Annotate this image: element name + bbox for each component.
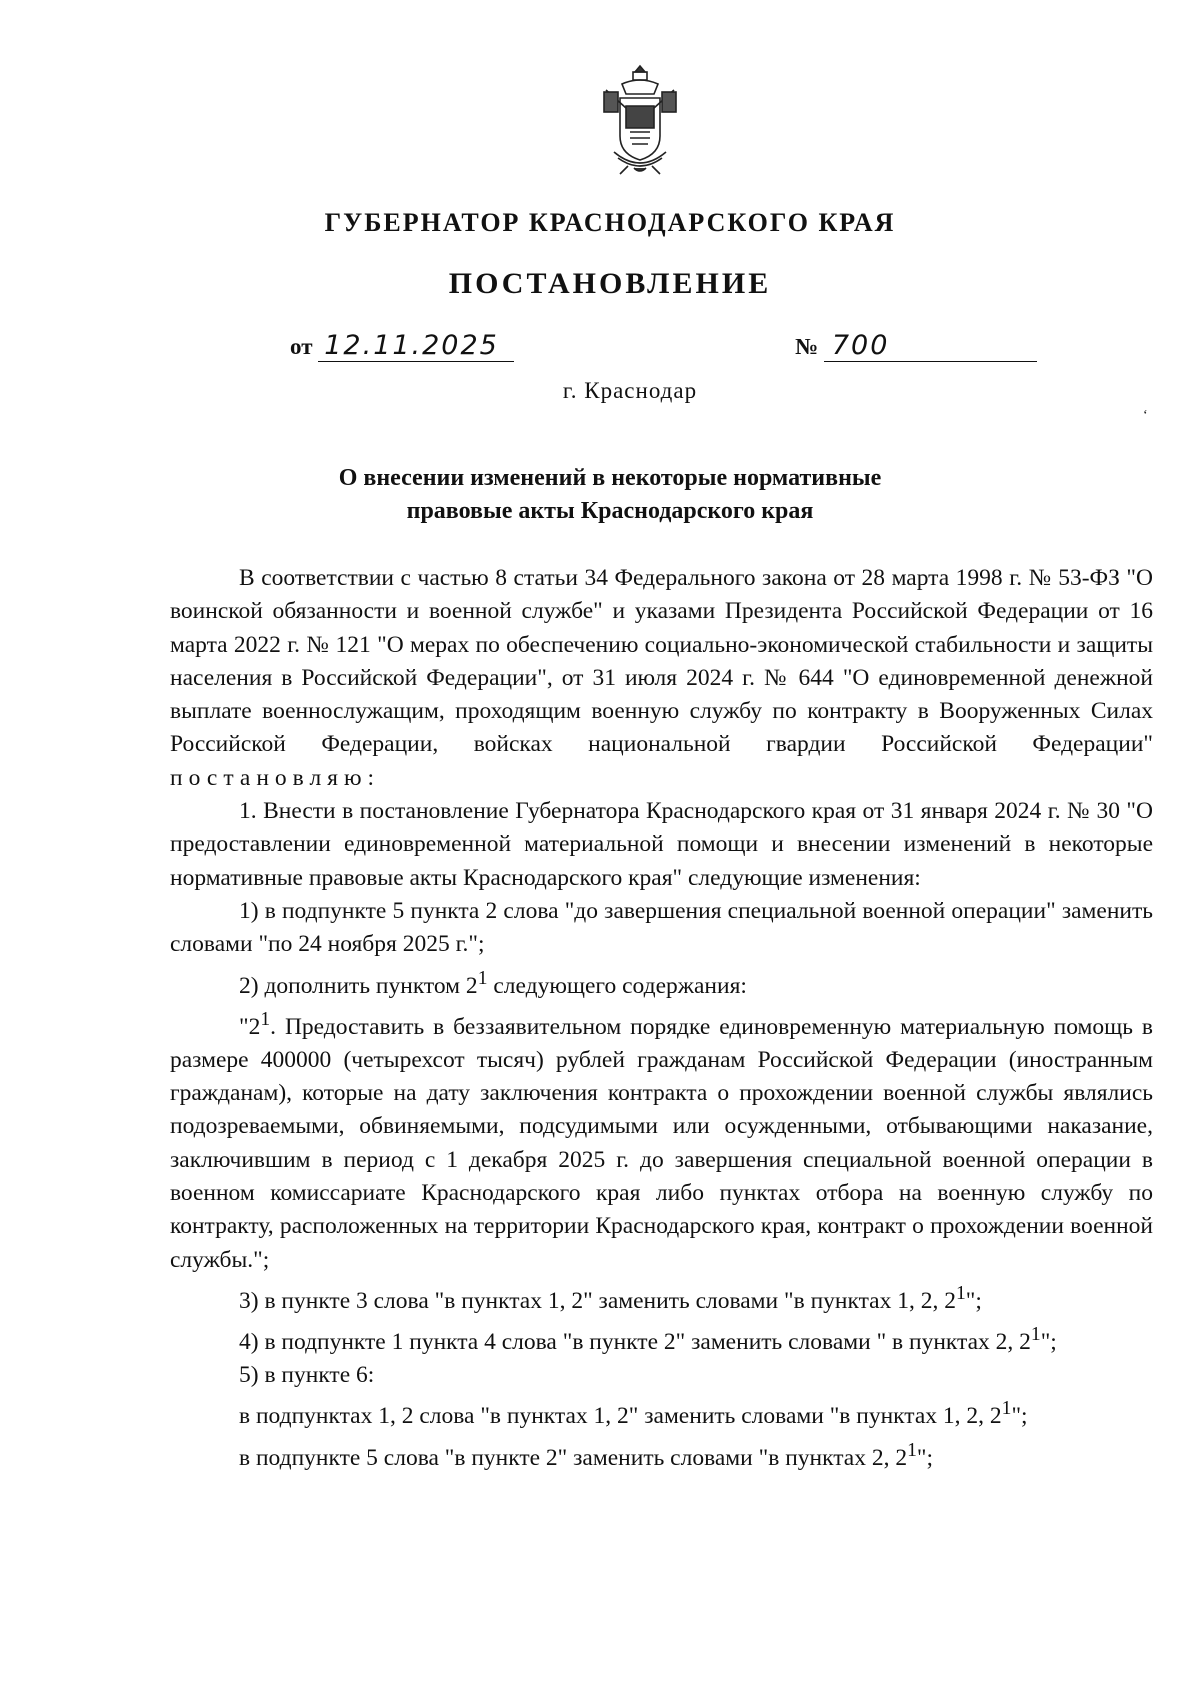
superscript: 1 — [260, 1008, 271, 1030]
subitem-1-4-text: 4) в подпункте 1 пункта 4 слова "в пункте 2" заменить словами " в пунктах 2, 2 — [239, 1328, 1031, 1355]
subitem-1-2 — [170, 962, 1153, 1003]
date-block — [290, 330, 514, 362]
quote-start: "2 — [239, 1013, 261, 1040]
subitem-1-5-b — [170, 1434, 1153, 1475]
title-line-1: О внесении изменений в некоторые нормативные — [338, 465, 882, 491]
subitem-1-2-text: 2) дополнить пунктом 2 — [239, 972, 478, 999]
subitem-1-3-text-end: "; — [965, 1287, 982, 1314]
scan-mark: ‘ — [1143, 408, 1148, 423]
subitem-1-3 — [170, 1277, 1153, 1318]
quote-text: . Предоставить в беззаявительном порядке единовременную материальную помощь в размере 400000 (четырехсот тысяч) рублей гражданам Российской Федерации (иностранным гражданам), которые на дату заключения контракта о прохождении военной службы являлись подозреваемыми, обвиняемыми, подсудимыми или осужденными, отбывающими наказание, заключившим в период с 1 декабря 2025 г. до завершения специальной военной операции в военном комиссариате Краснодарского края либо пунктах отбора на военную службу по контракту, расположенных на территории Краснодарского края, контракт о прохождении военной службы."; — [170, 1013, 1153, 1273]
subitem-1-4-text-end: "; — [1040, 1328, 1057, 1355]
subitem-1-3-text: 3) в пункте 3 слова "в пунктах 1, 2" заменить словами "в пунктах 1, 2, 2 — [239, 1287, 956, 1314]
document-body — [170, 562, 1153, 1475]
number-value: 700 — [824, 330, 1037, 362]
superscript: 1 — [955, 1282, 966, 1304]
quoted-item-2-1 — [170, 1003, 1153, 1277]
superscript: 1 — [1030, 1324, 1041, 1346]
item-1: 1. Внести в постановление Губернатора Краснодарского края от 31 января 2024 г. № 30 "О предоставлении единовременной материальной помощи и внесении изменений в некоторые нормативные правовые акты Краснодарского края" следующие изменения: — [170, 798, 1153, 891]
superscript: 1 — [1001, 1398, 1012, 1420]
subitem-1-5-a-text: в подпунктах 1, 2 слова "в пунктах 1, 2" заменить словами "в пунктах 1, 2, 2 — [239, 1403, 1002, 1430]
preamble-paragraph — [170, 562, 1153, 795]
subitem-1-1: 1) в подпункте 5 пункта 2 слова "до завершения специальной военной операции" заменить словами "по 24 ноября 2025 г."; — [170, 897, 1153, 958]
number-prefix: № — [795, 334, 819, 359]
preamble-text: В соответствии с частью 8 статьи 34 Федерального закона от 28 марта 1998 г. № 53-ФЗ "О воинской обязанности и военной службе" и указами Президента Российской Федерации от 16 марта 2022 г. № 121 "О мерах по обеспечению социально-экономической стабильности и защиты населения в Российской Федерации", от 31 июля 2024 г. № 644 "О единовременной денежной выплате военнослужащим, проходящим военную службу по контракту в Вооруженных Силах Российской Федерации, войсках национальной гвардии Российской Федерации" — [170, 565, 1153, 758]
city: г. Краснодар — [562, 378, 698, 403]
document-title — [0, 462, 1200, 528]
superscript: 1 — [477, 967, 488, 989]
issuing-authority: ГУБЕРНАТОР КРАСНОДАРСКОГО КРАЯ — [324, 208, 896, 237]
subitem-1-4 — [170, 1318, 1153, 1359]
subitem-1-5-a-text-end: "; — [1011, 1403, 1028, 1430]
coat-of-arms-emblem — [600, 62, 680, 182]
subitem-1-5-b-text-end: "; — [916, 1444, 933, 1471]
subitem-1-5-a — [170, 1392, 1153, 1433]
subitem-1-5: 5) в пункте 6: — [239, 1362, 375, 1389]
title-line-2: правовые акты Краснодарского края — [406, 498, 814, 524]
document-type: ПОСТАНОВЛЕНИЕ — [448, 267, 772, 300]
preamble-verb: постановляю: — [170, 764, 381, 791]
subitem-1-5-b-text: в подпункте 5 слова "в пункте 2" заменить словами "в пунктах 2, 2 — [239, 1444, 908, 1471]
subitem-1-2-text-end: следующего содержания: — [487, 972, 747, 999]
date-value: 12.11.2025 — [318, 330, 514, 362]
superscript: 1 — [907, 1439, 917, 1461]
number-block — [795, 330, 1037, 362]
date-prefix: от — [290, 334, 313, 359]
